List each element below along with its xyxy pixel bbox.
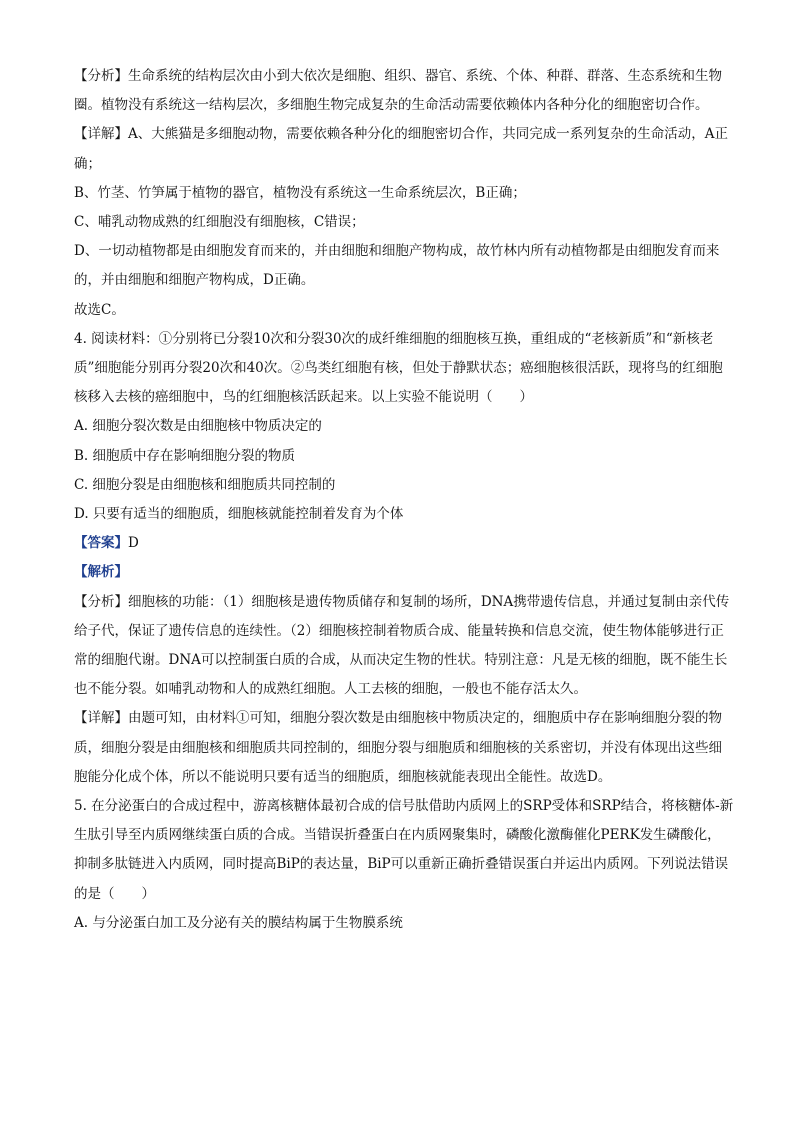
jiexi-tag: 【解析】: [74, 564, 128, 581]
detail-tag: 【详解】: [74, 126, 128, 143]
q4-option-b: B. 细胞质中存在影响细胞分裂的物质: [74, 447, 296, 464]
q3-detail-c: C、哺乳动物成熟的红细胞没有细胞核，C错误；: [74, 214, 365, 231]
q4-option-c: C. 细胞分裂是由细胞核和细胞质共同控制的: [74, 476, 336, 493]
document-page: [74, 62, 734, 938]
answer-tag: 【答案】: [74, 535, 128, 552]
q4-answer: [74, 529, 734, 558]
q4-option-a: A. 细胞分裂次数是由细胞核中物质决定的: [74, 418, 322, 435]
q5-option-a: A. 与分泌蛋白加工及分泌有关的膜结构属于生物膜系统: [74, 914, 403, 931]
q4-stem: 4. 阅读材料：①分别将已分裂10次和分裂30次的成纤维细胞的细胞核互换，重组成的“老核新质”和“新核老质”细胞能分别再分裂20次和40次。②鸟类红细胞有核，但处于静默状态；癌细胞核很活跃，现将鸟的红细胞核移入去核的癌细胞中，鸟的红细胞核活跃起来。以上实验不能说明（ ）: [74, 330, 723, 406]
q4-analysis-paragraph: [74, 588, 734, 705]
q3-analysis-paragraph: [74, 62, 734, 120]
q3-conclusion: 故选C。: [74, 301, 125, 318]
detail-text: 由题可知，由材料①可知，细胞分裂次数是由细胞核中物质决定的，细胞质中存在影响细胞分裂的物质，细胞分裂是由细胞核和细胞质共同控制的，细胞分裂与细胞质和细胞核的关系密切，并没有体现出这些细胞能分化成个体，所以不能说明只要有适当的细胞质，细胞核就能表现出全能性。故选D。: [74, 710, 722, 785]
answer-value: D: [128, 535, 139, 552]
q4-option-d: D. 只要有适当的细胞质，细胞核就能控制着发育为个体: [74, 506, 404, 523]
detail-tag: 【详解】: [74, 710, 128, 727]
q3-detail-a: [74, 120, 734, 178]
detail-text-a: A、大熊猫是多细胞动物，需要依赖各种分化的细胞密切合作，共同完成一系列复杂的生命活动，A正确；: [74, 126, 728, 172]
analysis-tag: 【分析】: [74, 68, 128, 84]
analysis-text: 生命系统的结构层次由小到大依次是细胞、组织、器官、系统、个体、种群、群落、生态系统和生物圈。植物没有系统这一结构层次，多细胞生物完成复杂的生命活动需要依赖体内各种分化的细胞密切合作。: [74, 68, 722, 114]
q4-jiexi: [74, 558, 734, 587]
analysis-tag: 【分析】: [74, 593, 128, 610]
q3-detail-b: B、竹茎、竹笋属于植物的器官，植物没有系统这一生命系统层次，B正确；: [74, 184, 526, 201]
q5-stem: 5. 在分泌蛋白的合成过程中，游离核糖体最初合成的信号肽借助内质网上的SRP受体和SRP结合，将核糖体-新生肽引导至内质网继续蛋白质的合成。当错误折叠蛋白在内质网聚集时，磷酸化激酶催化PERK发生磷酸化，抑制多肽链进入内质网，同时提高BiP的表达量，BiP可以重新正确折叠错误蛋白并运出内质网。下列说法错误的是（ ）: [74, 798, 734, 902]
analysis-text: 细胞核的功能：（1）细胞核是遗传物质储存和复制的场所，DNA携带遗传信息，并通过复制由亲代传给子代，保证了遗传信息的连续性。（2）细胞核控制着物质合成、能量转换和信息交流，使生物体能够进行正常的细胞代谢。DNA可以控制蛋白质的合成，从而决定生物的性状。特别注意：凡是无核的细胞，既不能生长也不能分裂。如哺乳动物和人的成熟红细胞。人工去核的细胞，一般也不能存活太久。: [74, 593, 730, 698]
q4-detail-paragraph: [74, 704, 734, 792]
q3-detail-d: D、一切动植物都是由细胞发育而来的，并由细胞和细胞产物构成，故竹林内所有动植物都是由细胞发育而来的，并由细胞和细胞产物构成，D正确。: [74, 243, 720, 289]
